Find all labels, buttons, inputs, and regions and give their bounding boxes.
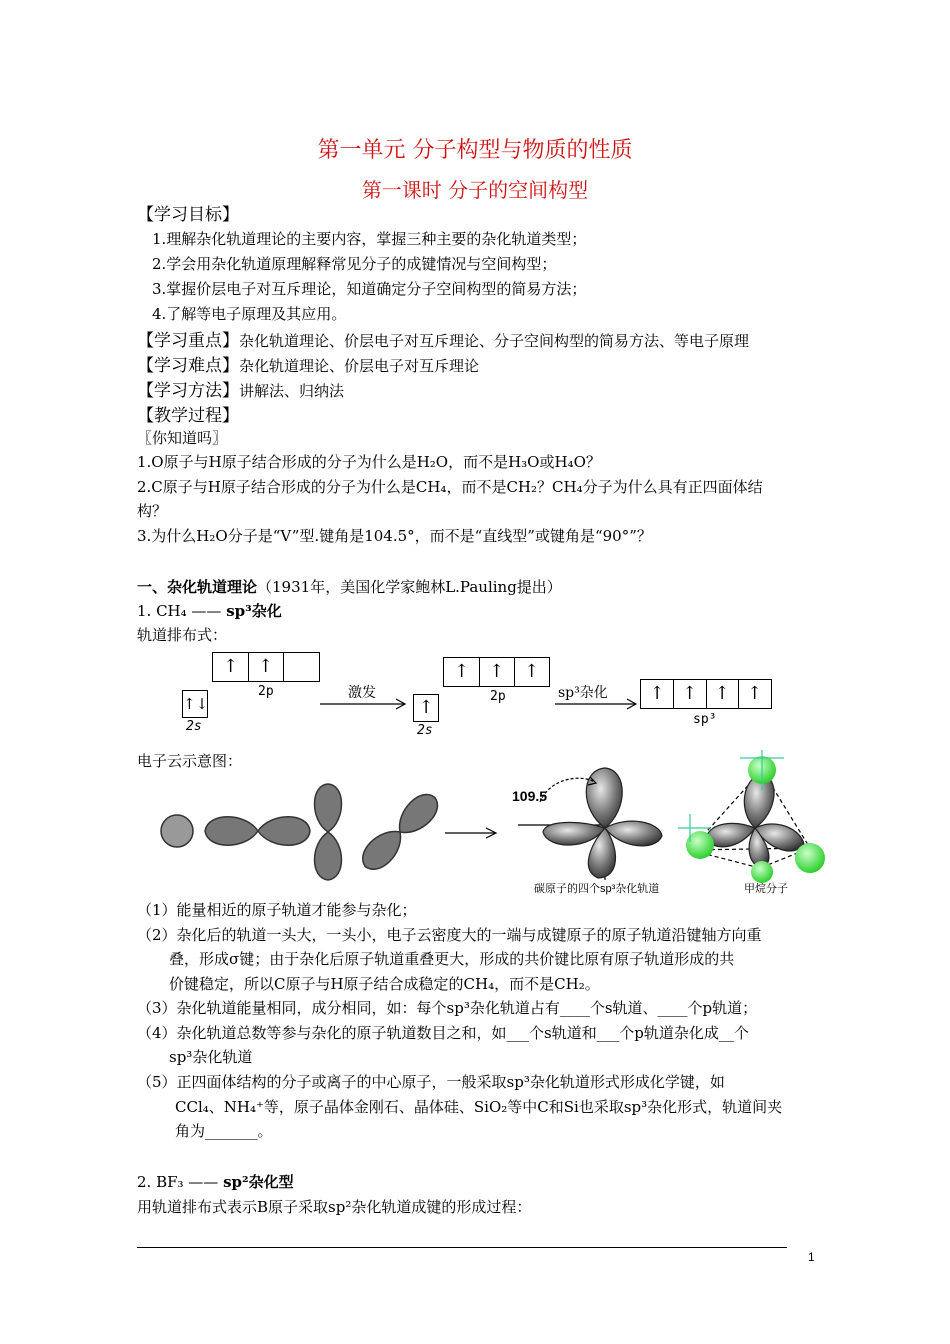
sp3-box (640, 679, 772, 709)
know-heading: 〖你知道吗〗 (137, 429, 228, 447)
electron-up: ↑ (746, 683, 763, 704)
difficulty-text: 杂化轨道理论、价层电子对互斥理论 (239, 357, 480, 375)
sub1-prefix: 1. CH₄ —— (137, 602, 222, 620)
hybridize-label: sp³杂化 (558, 685, 608, 701)
footer-rule (137, 1247, 787, 1248)
question-3: 3.为什么H₂O分子是“V”型.键角是104.5°，而不是“直线型”或键角是“90°”？ (137, 527, 652, 545)
point-2: （2）杂化后的轨道一头大，一头小，电子云密度大的一端与成键原子的原子轨道沿键轴方向重 (137, 926, 762, 944)
label-sp3: sp³ (693, 712, 717, 727)
difficulty-label: 【学习难点】 (137, 356, 239, 376)
point-1: （1）能量相近的原子轨道才能参与杂化； (137, 901, 417, 919)
methane-molecule (678, 750, 825, 883)
focus-row (137, 326, 749, 351)
fig-caption-methane: 甲烷分子 (744, 883, 788, 895)
method-row (137, 376, 344, 401)
point-5-line2: CCl₄、NH₄⁺等，原子晶体金刚石、晶体硅、SiO₂等中C和Si也采取sp³杂化形式，轨道间夹 (175, 1098, 783, 1116)
goal-item: 3.掌握价层电子对互斥理论，知道确定分子空间构型的简易方法； (152, 280, 587, 298)
excited-2s-box (413, 694, 439, 722)
electron-cloud-figure (150, 750, 850, 900)
question-1: 1.O原子与H原子结合形成的分子为什么是H₂O，而不是H₃O或H₄O？ (137, 453, 601, 471)
focus-text: 杂化轨道理论、价层电子对互斥理论、分子空间构型的简易方法、等电子原理 (239, 332, 750, 350)
label-2s: 2s (417, 723, 433, 738)
page-title: 第一单元 分子构型与物质的性质 (317, 138, 633, 163)
orbital-label: 轨道排布式： (137, 626, 228, 644)
difficulty-row (137, 351, 479, 376)
section1-heading: 一、杂化轨道理论 (137, 578, 258, 596)
excite-label: 激发 (348, 685, 376, 701)
electron-pair: ↑↓ (183, 695, 209, 713)
point-2-line2: 叠，形成σ键；由于杂化后原子轨道重叠更大，形成的共价键比原有原子轨道形成的共 (169, 950, 735, 968)
goal-item: 2.学会用杂化轨道原理解释常见分子的成键情况与空间构型； (152, 255, 557, 273)
excited-2p-box (443, 657, 550, 687)
point-5-line3: 角为_______。 (175, 1122, 273, 1140)
transform-arrow (445, 828, 496, 838)
page-subtitle: 第一课时 分子的空间构型 (361, 178, 589, 202)
section1-note: （1931年，美国化学家鲍林L.Pauling提出） (257, 578, 562, 596)
method-label: 【学习方法】 (137, 381, 239, 401)
question-2: 2.C原子与H原子结合形成的分子为什么是CH₄，而不是CH₂？CH₄分子为什么具有正四面体结 (137, 478, 763, 496)
ground-2p-box (212, 652, 320, 682)
page-number: 1 (808, 1250, 815, 1264)
electron-up: ↑ (641, 680, 674, 708)
sub1-type: sp³杂化 (226, 602, 282, 620)
p-orbital-y (315, 784, 342, 880)
process-heading: 【教学过程】 (137, 406, 239, 426)
empty-orbital (283, 653, 319, 681)
point-3: （3）杂化轨道能量相同，成分相同，如：每个sp³杂化轨道占有____个s轨道、____个p轨道； (137, 999, 758, 1017)
electron-up: ↑ (248, 653, 284, 681)
sub2-prefix: 2. BF₃ —— (137, 1173, 219, 1191)
electron-up: ↑ (706, 680, 739, 708)
electron-up: ↑ (418, 697, 434, 718)
point-4-line2: sp³杂化轨道 (169, 1048, 253, 1066)
ground-2s-box (182, 690, 208, 718)
label-2p: 2p (258, 684, 274, 699)
electron-up: ↑ (523, 661, 540, 682)
goals-heading: 【学习目标】 (137, 205, 239, 225)
method-text: 讲解法、归纳法 (239, 382, 345, 400)
sub2-type: sp²杂化型 (223, 1173, 294, 1191)
goal-item: 4.了解等电子原理及其应用。 (152, 305, 347, 323)
point-5: （5）正四面体结构的分子或离子的中心原子，一般采取sp³杂化轨道形式形成化学键，如 (137, 1073, 725, 1091)
electron-up: ↑ (673, 680, 707, 708)
point-4: （4）杂化轨道总数等参与杂化的原子轨道数目之和，如___个s轨道和___个p轨道杂化成__个 (137, 1024, 749, 1042)
question-2-cont: 构？ (137, 502, 168, 520)
goal-item: 1.理解杂化轨道理论的主要内容，掌握三种主要的杂化轨道类型； (152, 230, 587, 248)
hybridize-arrow (553, 694, 641, 714)
s-orbital (161, 815, 193, 847)
p-orbital-z (356, 788, 444, 876)
point-2-line3: 价键稳定，所以C原子与H原子结合成稳定的CH₄，而不是CH₂。 (169, 975, 600, 993)
electron-up: ↑ (213, 653, 249, 681)
p-orbital-x (205, 817, 310, 846)
label-2s: 2s (186, 719, 202, 734)
electron-up: ↑ (479, 658, 515, 686)
section1-heading-row (137, 577, 562, 597)
cloud-label: 电子云示意图： (137, 752, 243, 770)
focus-label: 【学习重点】 (137, 331, 239, 351)
label-2p: 2p (490, 689, 506, 704)
bond-angle-label: 109.5 (512, 788, 548, 804)
electron-up: ↑ (444, 658, 480, 686)
sub2-row (137, 1172, 294, 1192)
excite-arrow (318, 694, 410, 714)
sub1-row (137, 601, 282, 621)
sub2-text: 用轨道排布式表示B原子采取sp²杂化轨道成键的形成过程： (137, 1198, 532, 1216)
sp3-hybrid-orbitals (518, 768, 662, 880)
fig-caption-carbon: 碳原子的四个sp³杂化轨道 (534, 883, 660, 895)
